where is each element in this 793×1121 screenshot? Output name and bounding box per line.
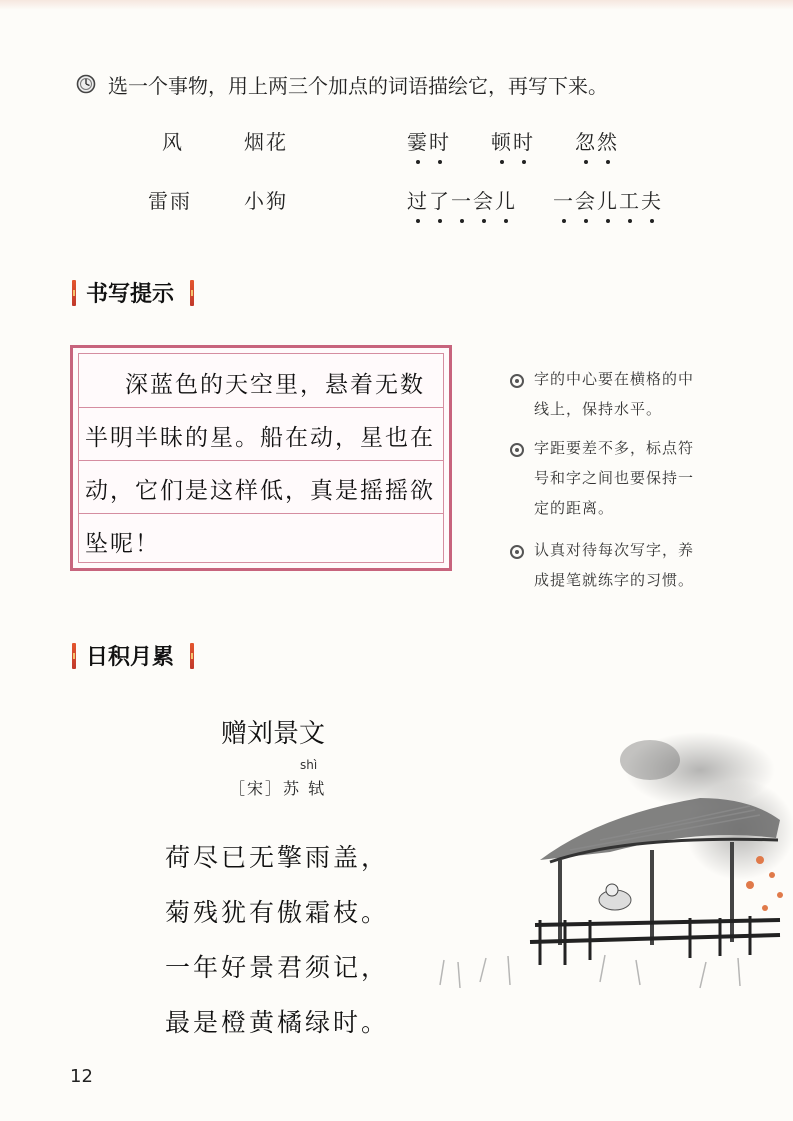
copybook-grid [78,353,444,563]
poem-line: 菊残犹有傲霜枝。 [165,898,390,927]
poem-line: 荷尽已无擎雨盖， [165,843,390,872]
thing-word: 小狗 [244,189,288,213]
thing-word: 烟花 [244,130,288,154]
tip-text: 认真对待每次写字，养成提笔就练字的习惯。 [534,541,695,589]
circle-bullet-icon [510,443,524,457]
poem-line: 最是橙黄橘绿时。 [165,1008,390,1037]
dotted-word [553,185,663,214]
dotted-char: 然 [597,126,619,155]
pinyin-annotation: shì [300,758,318,772]
circle-bullet-icon [510,545,524,559]
poem-line: 一年好景君须记， [165,953,390,982]
poem-author: ［宋］苏 轼 [229,779,327,798]
circle-bullet-icon [510,374,524,388]
heading-bar-icon [190,643,194,669]
grid-line [79,407,443,408]
dotted-word [407,126,451,155]
dotted-char: 时 [429,126,451,155]
heading-bar-icon [190,280,194,306]
heading-label: 日积月累 [86,645,175,670]
heading-label: 书写提示 [86,282,175,307]
poem-title: 赠刘景文 [221,719,326,749]
dotted-char: 儿 [597,185,619,214]
copy-line: 半明半昧的星。船在动，星也在 [85,425,435,451]
dotted-char: 一 [451,185,473,214]
thing-word: 风 [162,130,184,154]
dotted-char: 工 [619,185,641,214]
exercise-instruction: 选一个事物，用上两三个加点的词语描绘它，再写下来。 [108,74,608,98]
dotted-char: 儿 [495,185,517,214]
ink-pavilion-painting [400,720,793,1020]
dotted-word [575,126,619,155]
copy-line: 坠呢！ [85,531,160,557]
grid-line [79,513,443,514]
dotted-char: 顿 [491,126,513,155]
clock-icon [76,74,96,94]
dotted-word [407,185,517,214]
tip-text: 字距要差不多，标点符号和字之间也要保持一定的距离。 [534,439,695,517]
copybook-box [70,345,452,571]
top-decoration [0,0,793,10]
dotted-char: 夫 [641,185,663,214]
tip-text: 字的中心要在横格的中线上，保持水平。 [534,370,695,418]
copy-line: 动，它们是这样低，真是摇摇欲 [85,478,435,504]
page-number: 12 [70,1066,93,1087]
dotted-char: 时 [513,126,535,155]
dotted-char: 一 [553,185,575,214]
dotted-char: 忽 [575,126,597,155]
dotted-char: 霎 [407,126,429,155]
grid-line [79,460,443,461]
thing-word: 雷雨 [148,189,192,213]
dotted-char: 会 [575,185,597,214]
heading-bar-icon [72,280,76,306]
heading-bar-icon [72,643,76,669]
dotted-char: 过 [407,185,429,214]
copy-line: 深蓝色的天空里，悬着无数 [125,372,425,398]
dotted-word [491,126,535,155]
dotted-char: 了 [429,185,451,214]
dotted-char: 会 [473,185,495,214]
